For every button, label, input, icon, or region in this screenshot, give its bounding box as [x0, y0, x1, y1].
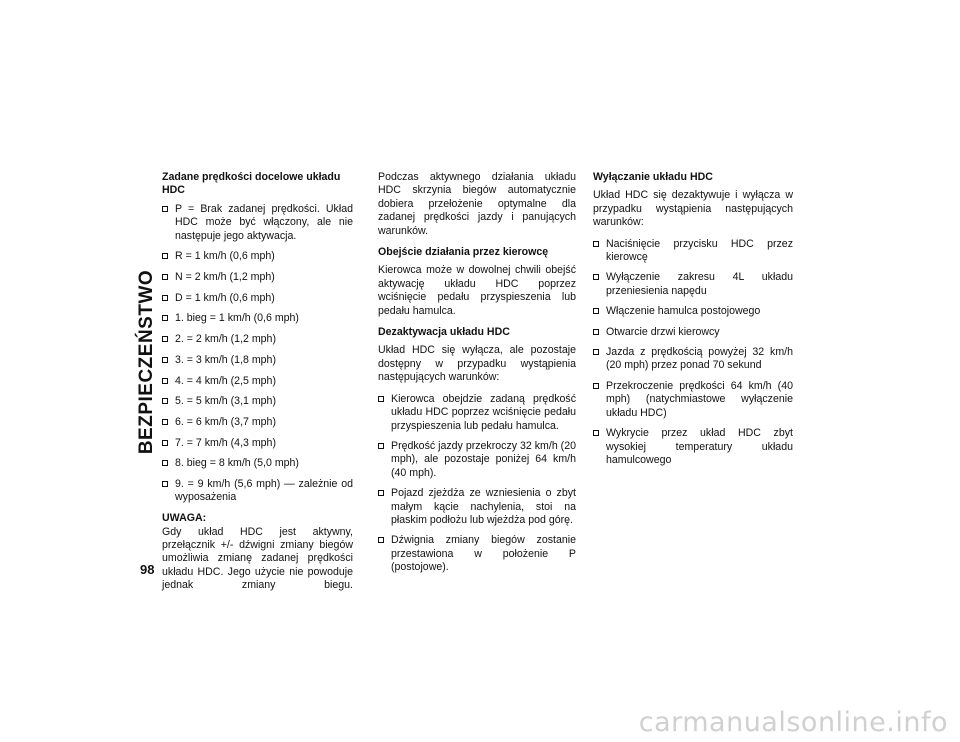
list-item: 4. = 4 km/h (2,5 mph) — [162, 375, 353, 388]
checkbox-bullet-icon — [162, 460, 168, 466]
list-item: Kierowca obejdzie zadaną prędkość układu HDC poprzez wciśnięcie pedału przyspieszenia lub pedału hamulca. — [378, 393, 576, 433]
checkbox-bullet-icon — [593, 274, 599, 280]
driver-override-heading: Obejście działania przez kierowcę — [378, 246, 549, 259]
checkbox-bullet-icon — [162, 398, 168, 404]
list-item: 6. = 6 km/h (3,7 mph) — [162, 416, 353, 429]
hdc-shutoff-intro: Układ HDC się dezaktywuje i wyłącza w przypadku wystąpienia następujących warunków: — [593, 189, 793, 229]
checkbox-bullet-icon — [162, 419, 168, 425]
list-item: 7. = 7 km/h (4,3 mph) — [162, 437, 353, 450]
column-1 — [162, 171, 353, 601]
note-text: Gdy układ HDC jest aktywny, przełącznik +/- dźwigni zmiany biegów umożliwia zmianę zadanej prędkości układu HDC. Jego użycie nie powoduje jednak zmiany biegu. — [162, 525, 353, 592]
list-item: 1. bieg = 1 km/h (0,6 mph) — [162, 312, 353, 325]
list-item: R = 1 km/h (0,6 mph) — [162, 250, 353, 263]
list-item: 3. = 3 km/h (1,8 mph) — [162, 354, 353, 367]
watermark: carmanualsonline.info — [638, 707, 948, 738]
list-item: Dźwignia zmiany biegów zostanie przestawiona w położenie P (postojowe). — [378, 534, 576, 574]
list-item: Jazda z prędkością powyżej 32 km/h (20 mph) przez ponad 70 sekund — [593, 346, 793, 373]
list-item: N = 2 km/h (1,2 mph) — [162, 271, 353, 284]
checkbox-bullet-icon — [378, 396, 384, 402]
checkbox-bullet-icon — [162, 295, 168, 301]
shutoff-conditions-list — [593, 238, 793, 468]
intro-paragraph: Podczas aktywnego działania układu HDC skrzynia biegów automatycznie dobiera przełożenie optymalne dla zadanej prędkości jazdy i panujących warunków. — [378, 171, 576, 237]
list-item: 2. = 2 km/h (1,2 mph) — [162, 333, 353, 346]
checkbox-bullet-icon — [162, 440, 168, 446]
list-item: 5. = 5 km/h (3,1 mph) — [162, 395, 353, 408]
checkbox-bullet-icon — [593, 383, 599, 389]
list-item: Włączenie hamulca postojowego — [593, 305, 793, 318]
column-2 — [378, 171, 576, 582]
checkbox-bullet-icon — [593, 349, 599, 355]
checkbox-bullet-icon — [593, 241, 599, 247]
list-item: D = 1 km/h (0,6 mph) — [162, 292, 353, 305]
list-item: Przekroczenie prędkości 64 km/h (40 mph) (natychmiastowe wyłączenie układu HDC) — [593, 380, 793, 420]
checkbox-bullet-icon — [378, 490, 384, 496]
hdc-deactivation-text: Układ HDC się wyłącza, ale pozostaje dostępny w przypadku wystąpienia następujących warunków: — [378, 344, 576, 384]
hdc-deactivation-heading: Dezaktywacja układu HDC — [378, 326, 510, 339]
checkbox-bullet-icon — [378, 443, 384, 449]
checkbox-bullet-icon — [162, 357, 168, 363]
checkbox-bullet-icon — [593, 329, 599, 335]
list-item: Prędkość jazdy przekroczy 32 km/h (20 mph), ale pozostaje poniżej 64 km/h (40 mph). — [378, 440, 576, 480]
checkbox-bullet-icon — [593, 430, 599, 436]
target-speeds-list — [162, 203, 353, 505]
list-item: 9. = 9 km/h (5,6 mph) — zależnie od wyposażenia — [162, 478, 353, 505]
checkbox-bullet-icon — [162, 378, 168, 384]
checkbox-bullet-icon — [378, 537, 384, 543]
checkbox-bullet-icon — [593, 308, 599, 314]
section-tab — [132, 163, 162, 561]
list-item: Pojazd zjeżdża ze wzniesienia o zbyt małym kącie nachylenia, stoi na płaskim podłożu lub wjeżdża pod górę. — [378, 487, 576, 527]
column-3 — [593, 171, 793, 474]
note-heading: UWAGA: — [162, 512, 207, 525]
driver-override-text: Kierowca może w dowolnej chwili obejść aktywację układu HDC poprzez wciśnięcie pedału przyspieszenia lub pedału hamulca. — [378, 264, 576, 317]
list-item: Naciśnięcie przycisku HDC przez kierowcę — [593, 238, 793, 265]
list-item: Wykrycie przez układ HDC zbyt wysokiej temperatury układu hamulcowego — [593, 427, 793, 467]
hdc-shutoff-heading: Wyłączanie układu HDC — [593, 171, 713, 183]
list-item: 8. bieg = 8 km/h (5,0 mph) — [162, 457, 353, 470]
checkbox-bullet-icon — [162, 274, 168, 280]
hdc-target-speeds-heading: Zadane prędkości docelowe układu HDC — [162, 171, 341, 197]
list-item: Wyłączenie zakresu 4L układu przeniesienia napędu — [593, 271, 793, 298]
deactivation-conditions-list — [378, 393, 576, 575]
checkbox-bullet-icon — [162, 206, 168, 212]
checkbox-bullet-icon — [162, 253, 168, 259]
section-tab-label: BEZPIECZEŃSTWO — [136, 269, 157, 455]
checkbox-bullet-icon — [162, 315, 168, 321]
list-item: P = Brak zadanej prędkości. Układ HDC może być włączony, ale nie następuje jego aktywacja. — [162, 203, 353, 243]
checkbox-bullet-icon — [162, 336, 168, 342]
list-item: Otwarcie drzwi kierowcy — [593, 326, 793, 339]
checkbox-bullet-icon — [162, 481, 168, 487]
page-number: 98 — [140, 562, 155, 577]
